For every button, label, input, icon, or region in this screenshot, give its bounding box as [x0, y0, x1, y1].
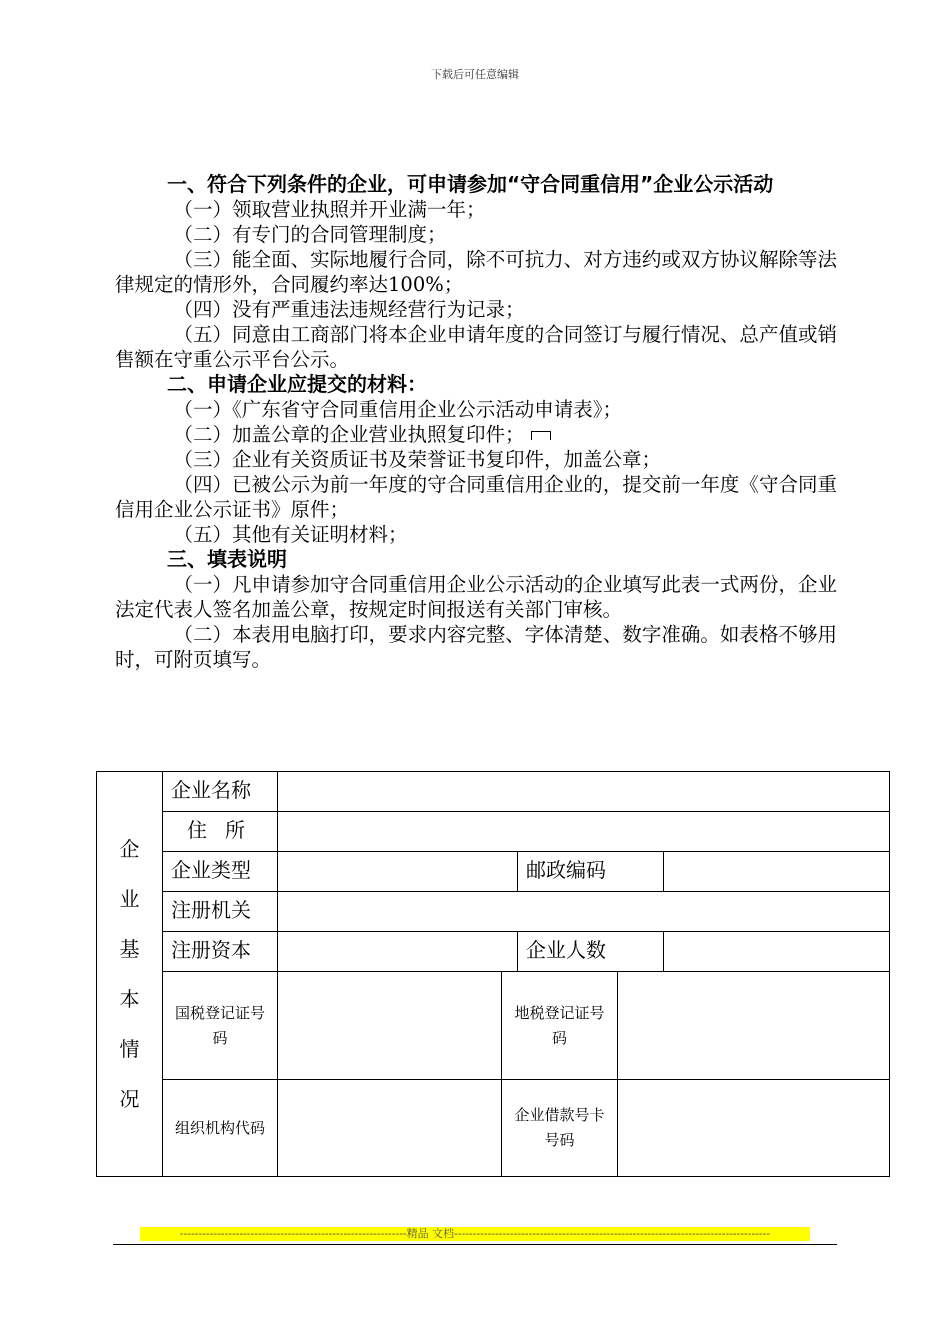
- registration-authority-label: 注册机关: [163, 892, 278, 932]
- section2-item-5: （五）其他有关证明材料；: [173, 523, 408, 546]
- registered-capital-field[interactable]: [278, 932, 518, 972]
- footer-rule: [113, 1244, 837, 1245]
- loan-card-label: 企业借款号卡号码: [502, 1080, 618, 1177]
- section1-item-3: （三）能全面、实际地履行合同，除不可抗力、对方违约或双方协议解除等法律规定的情形外，合同履约率达100%；: [115, 248, 837, 296]
- section1-item-1: （一）领取营业执照并开业满一年；: [173, 198, 486, 221]
- org-code-field[interactable]: [278, 1080, 502, 1177]
- section2-item-2-text: （二）加盖公章的企业营业执照复印件；: [173, 423, 525, 446]
- section2-item-4: （四）已被公示为前一年度的守合同重信用企业的，提交前一年度《守合同重信用企业公示证书》原件；: [115, 473, 837, 521]
- registered-capital-label: 注册资本: [163, 932, 278, 972]
- section3-item-2: （二）本表用电脑打印，要求内容完整、字体清楚、数字准确。如表格不够用时，可附页填写。: [115, 623, 837, 671]
- footer-label: 精品 文档: [406, 1227, 455, 1240]
- address-label: 住所: [163, 812, 278, 852]
- national-tax-label: 国税登记证号码: [163, 972, 278, 1080]
- section-side-label: [97, 772, 163, 1177]
- company-name-field[interactable]: [278, 772, 890, 812]
- section2-item-2: [115, 422, 837, 447]
- company-type-field[interactable]: [278, 852, 518, 892]
- section3-heading: 三、填表说明: [167, 547, 287, 571]
- org-code-label: 组织机构代码: [163, 1080, 278, 1177]
- company-info-table: [96, 771, 890, 1177]
- section1-item-5: （五）同意由工商部门将本企业申请年度的合同签订与履行情况、总产值或销售额在守重公示平台公示。: [115, 323, 837, 371]
- registration-authority-field[interactable]: [278, 892, 890, 932]
- employee-count-field[interactable]: [664, 932, 890, 972]
- postal-code-field[interactable]: [664, 852, 890, 892]
- side-label-char: 基: [119, 937, 140, 961]
- company-type-label: 企业类型: [163, 852, 278, 892]
- section2-heading: 二、申请企业应提交的材料：: [167, 372, 427, 396]
- company-name-label: 企业名称: [163, 772, 278, 812]
- side-label-char: 企: [119, 837, 140, 861]
- side-label-char: 情: [119, 1037, 140, 1061]
- section3-item-1: （一）凡申请参加守合同重信用企业公示活动的企业填写此表一式两份，企业法定代表人签名加盖公章，按规定时间报送有关部门审核。: [115, 573, 837, 621]
- side-label-char: 业: [119, 887, 140, 911]
- header-note: 下载后可任意编辑: [431, 68, 519, 81]
- instructions-body: [115, 172, 837, 672]
- section2-item-3: （三）企业有关资质证书及荣誉证书复印件，加盖公章；: [173, 448, 662, 471]
- employee-count-label: 企业人数: [518, 932, 664, 972]
- address-field[interactable]: [278, 812, 890, 852]
- footer-banner: [140, 1227, 810, 1241]
- footer-dashes-left: -------------------------------------------------------------: [179, 1227, 407, 1240]
- section1-heading: 一、符合下列条件的企业，可申请参加“守合同重信用”企业公示活动: [167, 172, 774, 196]
- local-tax-field[interactable]: [618, 972, 890, 1080]
- side-label-char: 况: [119, 1087, 140, 1111]
- section1-item-4: （四）没有严重违法违规经营行为记录；: [173, 298, 525, 321]
- local-tax-label: 地税登记证号码: [502, 972, 618, 1080]
- side-label-char: 本: [119, 987, 140, 1011]
- section2-item-1: （一）《广东省守合同重信用企业公示活动申请表》；: [173, 398, 623, 421]
- postal-code-label: 邮政编码: [518, 852, 664, 892]
- text-cursor-icon: [531, 431, 551, 440]
- loan-card-field[interactable]: [618, 1080, 890, 1177]
- section1-item-2: （二）有专门的合同管理制度；: [173, 223, 447, 246]
- national-tax-field[interactable]: [278, 972, 502, 1080]
- footer-dashes-right: -------------------------------------------------------------------------------------: [454, 1227, 771, 1240]
